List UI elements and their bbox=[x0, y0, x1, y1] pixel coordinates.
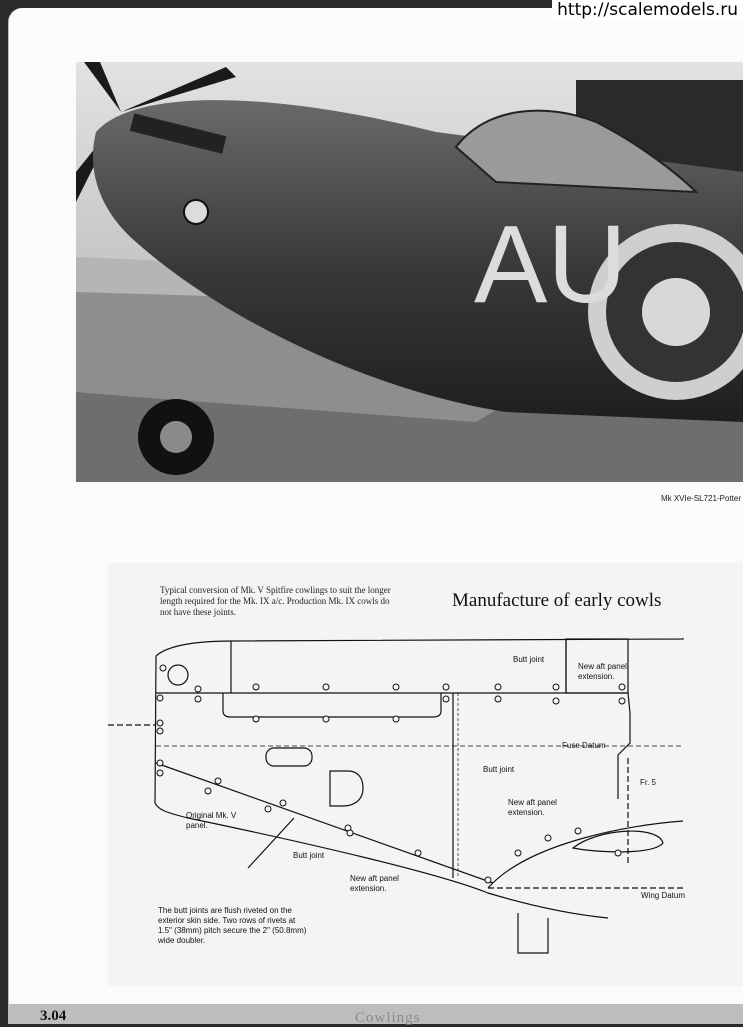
spitfire-photo bbox=[76, 62, 743, 482]
label-butt-joint-low: Butt joint bbox=[293, 851, 325, 860]
label-original-mk5: Original Mk. V panel. bbox=[186, 811, 237, 830]
label-butt-joint-mid: Butt joint bbox=[483, 765, 515, 774]
section-title: Cowlings bbox=[355, 1010, 421, 1026]
page-number: 3.04 bbox=[40, 1008, 67, 1024]
label-new-aft-panel-low: New aft panel extension. bbox=[350, 874, 399, 893]
diagram-title: Manufacture of early cowls bbox=[452, 590, 662, 611]
watermark-link[interactable]: http://scalemodels.ru bbox=[552, 0, 743, 20]
label-butt-joint-top: Butt joint bbox=[513, 655, 545, 664]
photo-caption: Mk XVIe-SL721-Potter bbox=[660, 494, 741, 503]
diagram-note: Typical conversion of Mk. V Spitfire cowlings to suit the longer length required for the Mk. IX a/c. Production Mk. IX cowls do not have these joints. bbox=[160, 585, 391, 617]
label-fuse-datum: Fuse Datum bbox=[562, 741, 606, 750]
photo-code-letters: AU bbox=[474, 203, 627, 326]
label-fr5: Fr. 5 bbox=[640, 778, 657, 787]
label-new-aft-panel-top: New aft panel extension. bbox=[578, 662, 627, 681]
label-new-aft-panel-mid: New aft panel extension. bbox=[508, 798, 557, 817]
cowl-top-edge bbox=[156, 638, 683, 656]
label-wing-datum: Wing Datum bbox=[641, 891, 686, 900]
butt-joint-note: The butt joints are flush riveted on the exterior skin side. Two rows of rivets at 1.5" (38mm) pitch secure the 2" (50.8mm) wide doubler. bbox=[158, 906, 307, 945]
